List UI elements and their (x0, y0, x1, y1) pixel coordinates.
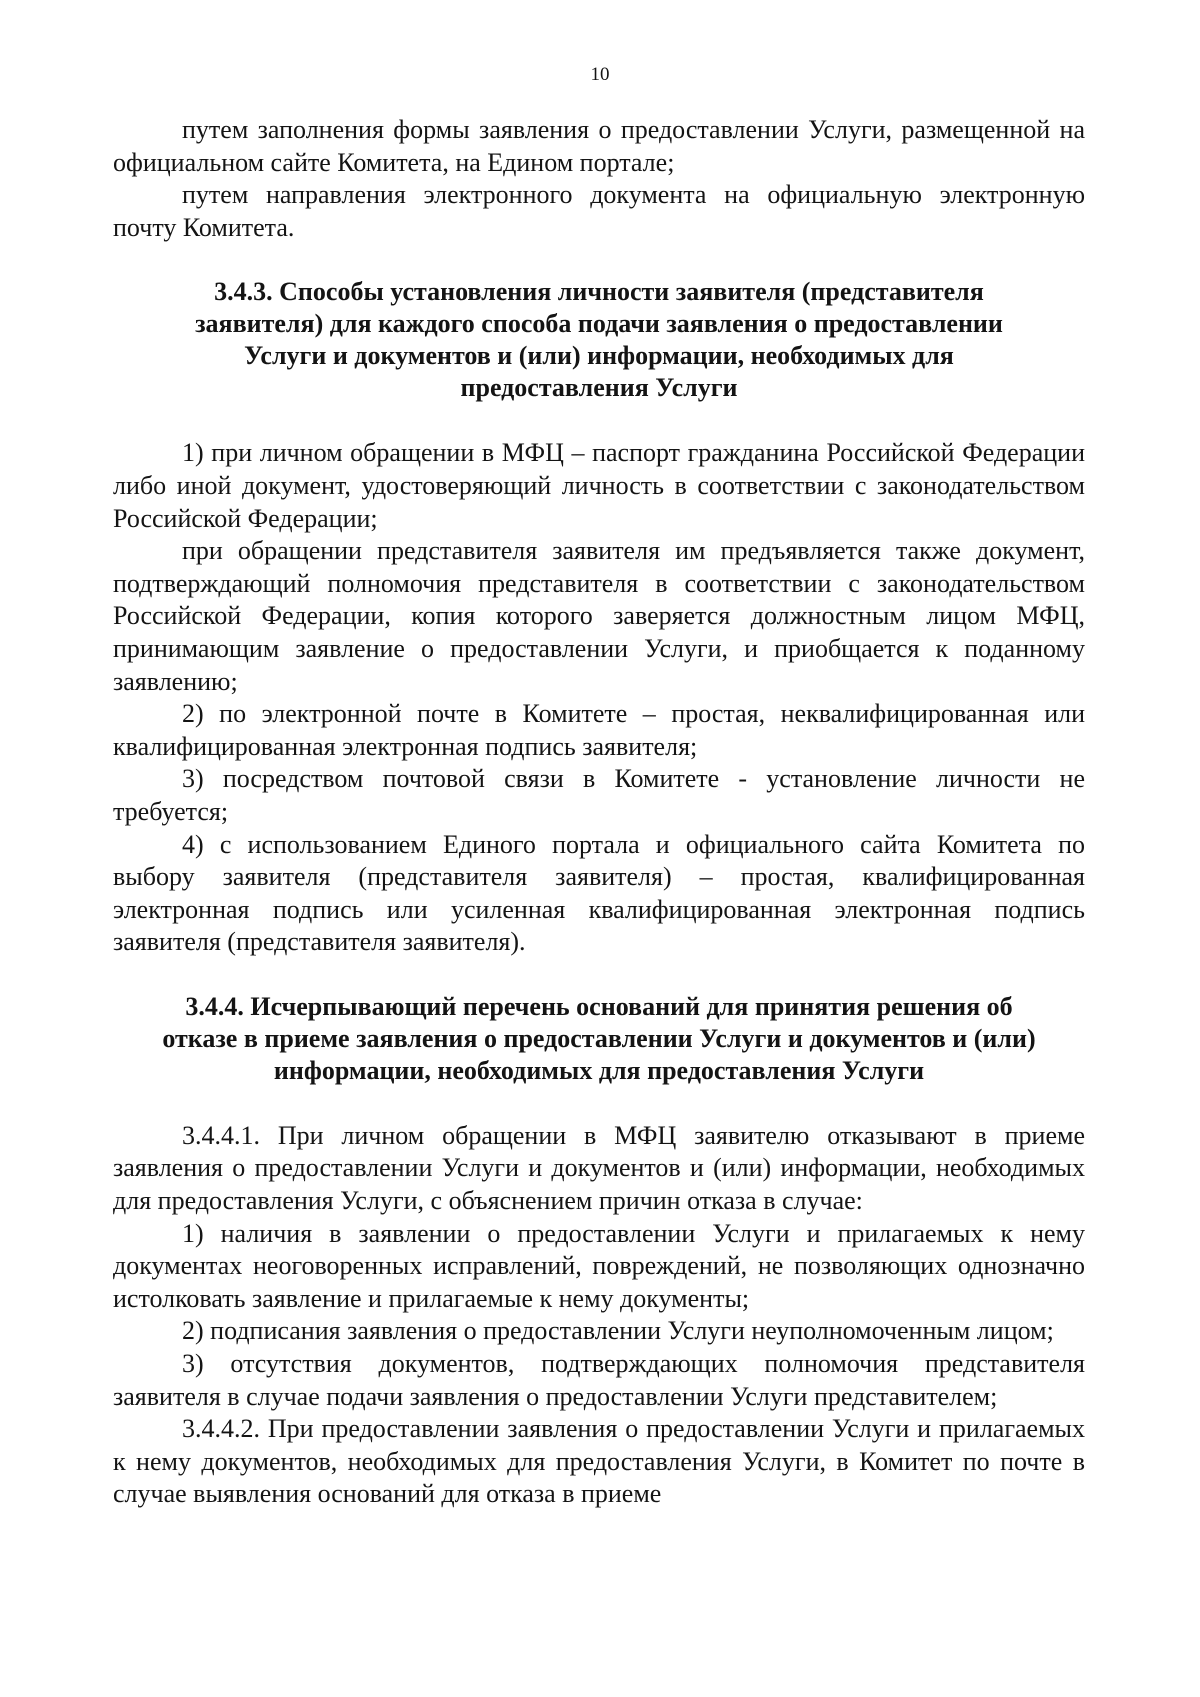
section-heading-3-4-3: 3.4.3. Способы установления личности заявителя (представителя заявителя) для каждого способа подачи заявления о предоставлении Услуги и документов и (или) информации, необходимых для предоставления Услуги (195, 277, 1003, 403)
paragraph: путем заполнения формы заявления о предоставлении Услуги, размещенной на официальном сайте Комитета, на Едином портале; (113, 115, 1085, 177)
paragraph: 3) отсутствия документов, подтверждающих полномочия представителя заявителя в случае подачи заявления о предоставлении Услуги представителем; (113, 1349, 1085, 1411)
paragraph: 3.4.4.1. При личном обращении в МФЦ заявителю отказывают в приеме заявления о предоставлении Услуги и документов и (или) информации, необходимых для предоставления Услуги, с объяснением причин отказа в случае: (113, 1120, 1085, 1216)
paragraph: 1) при личном обращении в МФЦ – паспорт гражданина Российской Федерации либо иной документ, удостоверяющий личность в соответствии с законодательством Российской Федерации; (113, 438, 1085, 533)
section-heading-3-4-4: 3.4.4. Исчерпывающий перечень оснований для принятия решения об отказе в приеме заявления о предоставлении Услуги и документов и (или) информации, необходимых для предоставления Услуги (162, 991, 1036, 1085)
paragraph: 2) по электронной почте в Комитете – простая, неквалифицированная или квалифицированная электронная подпись заявителя; (113, 699, 1085, 761)
paragraph: путем направления электронного документа на официальную электронную почту Комитета. (113, 180, 1085, 242)
page-content (113, 114, 1085, 1511)
paragraph: 4) с использованием Единого портала и официального сайта Комитета по выбору заявителя (представителя заявителя) – простая, квалифицированная электронная подпись или усиленная квалифицированная электронная подпись заявителя (представителя заявителя). (113, 829, 1085, 957)
page-number: 10 (590, 64, 610, 85)
paragraph: 3) посредством почтовой связи в Комитете - установление личности не требуется; (113, 764, 1085, 826)
paragraph: 1) наличия в заявлении о предоставлении Услуги и прилагаемых к нему документах неоговоренных исправлений, повреждений, не позволяющих однозначно истолковать заявление и прилагаемые к нему документы; (113, 1218, 1085, 1313)
paragraph: 3.4.4.2. При предоставлении заявления о предоставлении Услуги и прилагаемых к нему документов, необходимых для предоставления Услуги, в Комитет по почте в случае выявления оснований для отказа в приеме (113, 1414, 1085, 1509)
paragraph: 2) подписания заявления о предоставлении Услуги неуполномоченным лицом; (182, 1316, 1054, 1346)
paragraph: при обращении представителя заявителя им предъявляется также документ, подтверждающий полномочия представителя в соответствии с законодательством Российской Федерации, копия которого заверяется должностным лицом МФЦ, принимающим заявление о предоставлении Услуги, и приобщается к поданному заявлению; (113, 536, 1085, 696)
